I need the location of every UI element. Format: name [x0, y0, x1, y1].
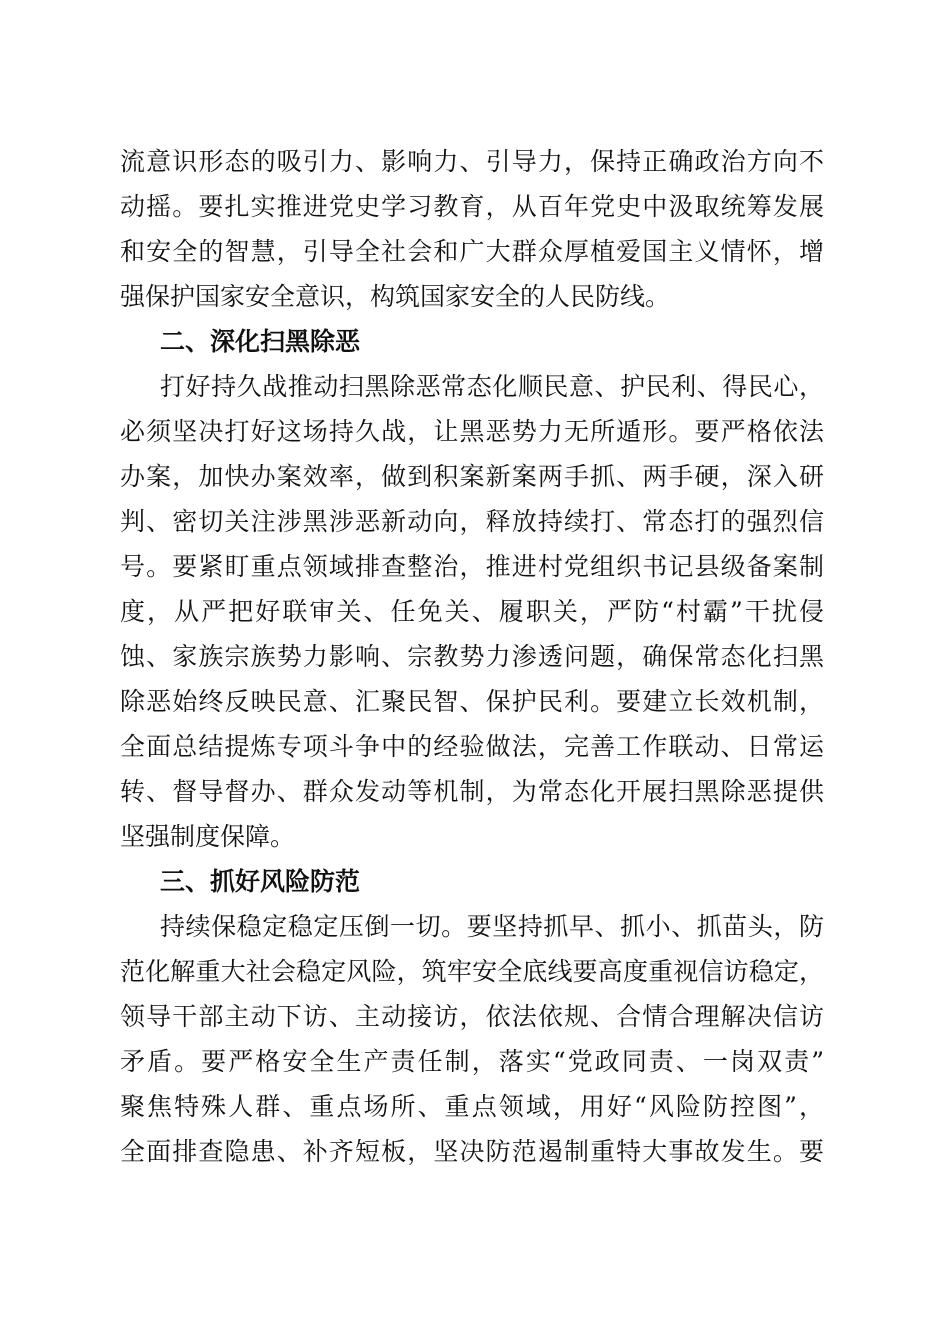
- section-heading-2: 二、深化扫黑除恶: [160, 327, 361, 356]
- paragraph-line: 持续保稳定稳定压倒一切。要坚持抓早、抓小、抓苗头，防: [160, 912, 824, 941]
- paragraph-line: 流意识形态的吸引力、影响力、引导力，保持正确政治方向不: [120, 147, 824, 176]
- paragraph-line: 领导干部主动下访、主动接访，依法依规、合情合理解决信访: [120, 1002, 824, 1031]
- paragraph-line: 打好持久战推动扫黑除恶常态化顺民意、护民利、得民心，: [160, 372, 824, 401]
- paragraph-line: 聚焦特殊人群、重点场所、重点领域，用好“风险防控图”，: [120, 1092, 824, 1121]
- section-heading-3: 三、抓好风险防范: [160, 867, 361, 896]
- paragraph-line: 和安全的智慧，引导全社会和广大群众厚植爱国主义情怀，增: [120, 237, 824, 266]
- paragraph-line: 范化解重大社会稳定风险，筑牢安全底线要高度重视信访稳定，: [120, 957, 824, 986]
- paragraph-line: 全面总结提炼专项斗争中的经验做法，完善工作联动、日常运: [120, 732, 824, 761]
- paragraph-line: 办案，加快办案效率，做到积案新案两手抓、两手硬，深入研: [120, 462, 824, 491]
- paragraph-line: 判、密切关注涉黑涉恶新动向，释放持续打、常态打的强烈信: [120, 507, 824, 536]
- paragraph-line: 号。要紧盯重点领域排查整治，推进村党组织书记县级备案制: [120, 552, 824, 581]
- paragraph-line: 矛盾。要严格安全生产责任制，落实“党政同责、一岗双责”: [120, 1047, 824, 1076]
- paragraph-line: 度，从严把好联审关、任免关、履职关，严防“村霸”干扰侵: [120, 597, 824, 626]
- paragraph-line: 强保护国家安全意识，构筑国家安全的人民防线。: [120, 282, 671, 311]
- paragraph-line: 坚强制度保障。: [120, 822, 296, 851]
- paragraph-line: 转、督导督办、群众发动等机制，为常态化开展扫黑除恶提供: [120, 777, 824, 806]
- paragraph-line: 除恶始终反映民意、汇聚民智、保护民利。要建立长效机制，: [120, 687, 824, 716]
- paragraph-line: 动摇。要扎实推进党史学习教育，从百年党史中汲取统筹发展: [120, 192, 824, 221]
- paragraph-line: 必须坚决打好这场持久战，让黑恶势力无所遁形。要严格依法: [120, 417, 824, 446]
- paragraph-line: 全面排查隐患、补齐短板，坚决防范遏制重特大事故发生。要: [120, 1137, 824, 1166]
- paragraph-line: 蚀、家族宗族势力影响、宗教势力渗透问题，确保常态化扫黑: [120, 642, 824, 671]
